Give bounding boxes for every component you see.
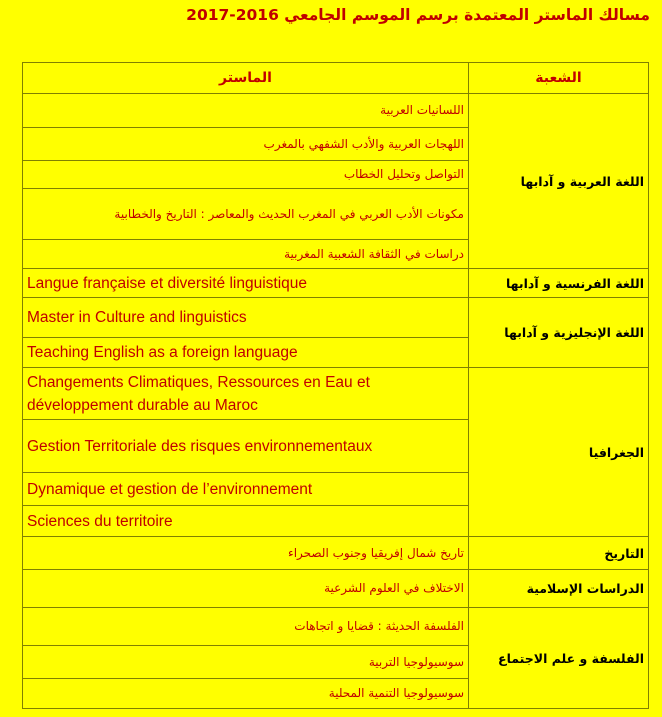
- master-cell: Changements Climatiques, Ressources en Eau et développement durable au Maroc: [23, 368, 469, 420]
- page-title: مسالك الماستر المعتمدة برسم الموسم الجامعي 2016-2017: [186, 6, 650, 24]
- department-cell: التاريخ: [469, 537, 649, 570]
- master-cell: مكونات الأدب العربي في المغرب الحديث والمعاصر : التاريخ والخطابية: [23, 189, 469, 240]
- table-row: [23, 269, 649, 298]
- table-row: [23, 570, 649, 608]
- master-cell: Teaching English as a foreign language: [23, 338, 469, 368]
- department-header: الشعبة: [469, 63, 649, 94]
- master-cell: الاختلاف في العلوم الشرعية: [23, 570, 469, 608]
- master-cell: Dynamique et gestion de l’environnement: [23, 473, 469, 506]
- masters-table: [22, 62, 649, 709]
- table-header-row: [23, 63, 649, 94]
- department-cell: اللغة الإنجليزية و آدابها: [469, 298, 649, 368]
- master-cell: Master in Culture and linguistics: [23, 298, 469, 338]
- master-cell: Gestion Territoriale des risques environnementaux: [23, 420, 469, 473]
- master-cell: سوسيولوجيا التربية: [23, 646, 469, 679]
- department-cell: الفلسفة و علم الاجتماع: [469, 608, 649, 709]
- master-cell: Sciences du territoire: [23, 506, 469, 537]
- master-cell: التواصل وتحليل الخطاب: [23, 161, 469, 189]
- table-row: [23, 608, 649, 646]
- master-cell: Langue française et diversité linguistique: [23, 269, 469, 298]
- table-row: [23, 298, 649, 338]
- masters-header: الماستر: [23, 63, 469, 94]
- master-cell: اللهجات العربية والأدب الشفهي بالمغرب: [23, 128, 469, 161]
- department-cell: اللغة العربية و آدابها: [469, 94, 649, 269]
- department-cell: الجغرافيا: [469, 368, 649, 537]
- master-cell: دراسات في الثقافة الشعبية المغربية: [23, 240, 469, 269]
- department-cell: الدراسات الإسلامية: [469, 570, 649, 608]
- table-row: [23, 537, 649, 570]
- master-cell: الفلسفة الحديثة : قضايا و اتجاهات: [23, 608, 469, 646]
- table-row: [23, 368, 649, 420]
- master-cell: اللسانيات العربية: [23, 94, 469, 128]
- master-cell: تاريخ شمال إفريقيا وجنوب الصحراء: [23, 537, 469, 570]
- master-cell: سوسيولوجيا التنمية المحلية: [23, 679, 469, 709]
- department-cell: اللغة الفرنسية و آدابها: [469, 269, 649, 298]
- table-row: [23, 94, 649, 128]
